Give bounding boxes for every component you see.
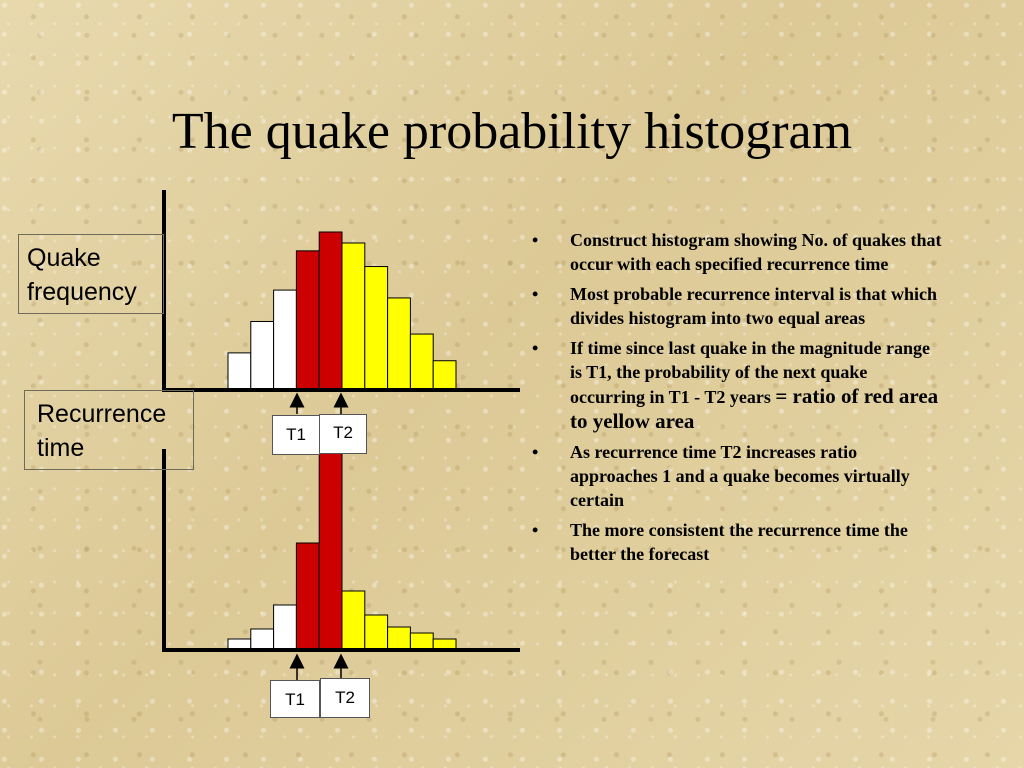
bullet-item xyxy=(528,282,946,330)
bottom-t2-label: T2 xyxy=(320,678,370,718)
top-t1-label: T1 xyxy=(272,415,320,455)
quake-frequency-line2: frequency xyxy=(27,278,137,306)
top-bar-2-white xyxy=(251,321,274,389)
top-bar-4-red xyxy=(296,251,319,389)
histogram-top xyxy=(228,232,456,389)
bullet-item xyxy=(528,336,946,434)
top-bar-5-red xyxy=(319,232,342,389)
top-bar-9-yellow xyxy=(410,334,433,389)
top-bar-6-yellow xyxy=(342,243,365,389)
recurrence-time-line2: time xyxy=(37,434,85,462)
bullet-text: As recurrence time T2 increases ratio approaches 1 and a quake becomes virtually certain xyxy=(570,442,910,510)
bullet-item xyxy=(528,228,946,276)
bottom-bar-9-yellow xyxy=(410,633,433,649)
top-bar-10-yellow xyxy=(433,361,456,389)
quake-frequency-line1: Quake xyxy=(27,244,101,272)
quake-frequency-label xyxy=(18,234,164,314)
histogram-bottom xyxy=(228,449,456,649)
top-bar-8-yellow xyxy=(388,298,411,389)
bottom-bar-1-white xyxy=(228,639,251,649)
bullet-item xyxy=(528,518,946,566)
top-bar-1-white xyxy=(228,353,251,389)
top-bar-3-white xyxy=(274,290,297,389)
bottom-bar-5-red xyxy=(319,449,342,649)
bullet-text: If time since last quake in the magnitude range is T1, the probability of the next quake occurring in T1 - T2 years xyxy=(570,338,930,407)
bottom-bar-4-red xyxy=(296,543,319,649)
bottom-t1-label: T1 xyxy=(270,680,320,718)
bullet-text: The more consistent the recurrence time the better the forecast xyxy=(570,520,908,564)
bottom-bar-10-yellow xyxy=(433,639,456,649)
bottom-bar-6-yellow xyxy=(342,591,365,649)
bottom-bar-8-yellow xyxy=(388,627,411,649)
bottom-bar-2-white xyxy=(251,629,274,649)
bullet-text: Construct histogram showing No. of quakes that occur with each specified recurrence time xyxy=(570,230,942,274)
bullet-emphasis: = ratio of red area to yellow area xyxy=(570,384,939,433)
bullet-item xyxy=(528,440,946,512)
top-bar-7-yellow xyxy=(365,267,388,389)
bottom-bar-3-white xyxy=(274,605,297,649)
explanation-list xyxy=(528,228,946,572)
recurrence-time-label xyxy=(24,390,194,470)
recurrence-time-line1: Recurrence xyxy=(37,400,167,428)
bullet-text: Most probable recurrence interval is that which divides histogram into two equal areas xyxy=(570,284,937,328)
slide-title: The quake probability histogram xyxy=(171,103,853,160)
top-t2-label: T2 xyxy=(319,414,367,454)
bottom-bar-7-yellow xyxy=(365,615,388,649)
